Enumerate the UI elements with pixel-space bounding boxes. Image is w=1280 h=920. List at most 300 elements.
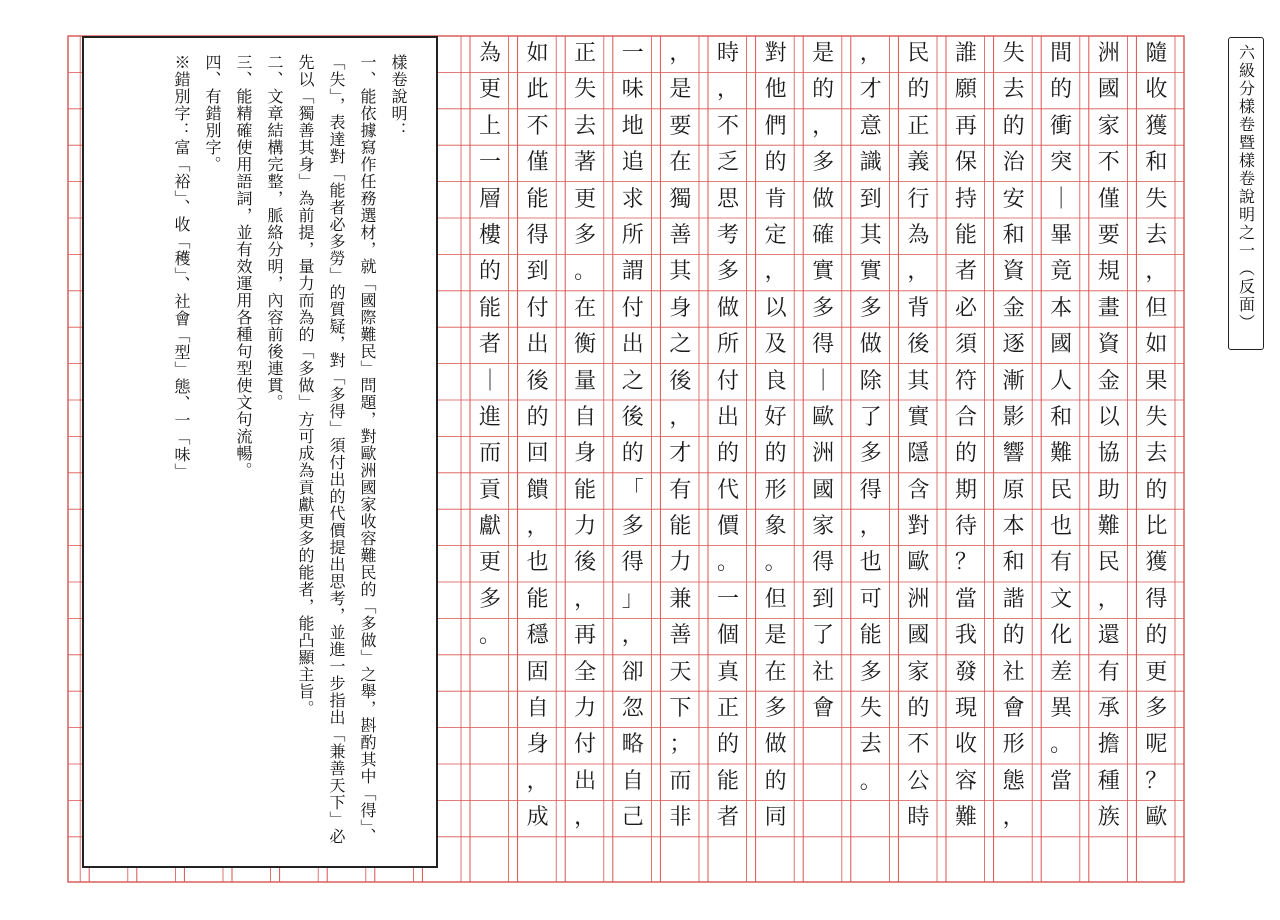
essay-char: 獻: [478, 514, 501, 540]
essay-char: 間: [1050, 41, 1073, 66]
essay-char: 得: [812, 332, 835, 358]
essay-char: 合: [954, 404, 977, 430]
essay-char: 歐: [907, 550, 930, 576]
essay-char: 但: [764, 586, 787, 612]
essay-char: 到: [526, 259, 549, 285]
essay-char: 如: [1145, 332, 1168, 358]
essay-char: 必: [954, 295, 977, 321]
essay-char: 獲: [1145, 113, 1168, 139]
essay-char: 多: [859, 659, 882, 685]
essay-char: 下: [669, 696, 692, 722]
essay-char: 能: [716, 768, 739, 794]
essay-char: 。: [478, 623, 501, 649]
essay-char: 多: [716, 259, 739, 285]
essay-char: 助: [1097, 477, 1120, 503]
essay-char: 漸: [1002, 368, 1025, 394]
essay-char: 更: [478, 77, 501, 103]
essay-char: 家: [812, 514, 835, 540]
essay-char: 去: [1145, 222, 1168, 248]
essay-char: 正: [574, 41, 597, 66]
essay-char: 國: [1097, 77, 1120, 103]
essay-char: 實: [812, 259, 835, 285]
essay-char: ，: [907, 259, 930, 285]
essay-char: 資: [1097, 332, 1120, 358]
essay-char: 可: [859, 586, 882, 612]
essay-char: ，: [1097, 586, 1120, 612]
essay-char: 再: [954, 113, 977, 139]
essay-char: 。: [716, 550, 739, 576]
essay-char: 一: [478, 150, 501, 176]
essay-char: 文: [1050, 586, 1073, 612]
essay-char: ，: [716, 77, 739, 103]
essay-char: 的: [764, 768, 787, 794]
essay-char: 成: [526, 805, 549, 831]
essay-char: 會: [812, 696, 835, 722]
essay-char: 的: [1002, 623, 1025, 649]
essay-char: 的: [716, 732, 739, 758]
essay-char: 其: [907, 368, 930, 394]
essay-char: 民: [907, 41, 930, 66]
essay-column: [805, 36, 841, 727]
essay-char: 諧: [1002, 586, 1025, 612]
essay-char: ，: [859, 514, 882, 540]
essay-char: 饋: [526, 477, 549, 503]
essay-char: 後: [621, 404, 644, 430]
essay-char: 其: [669, 259, 692, 285]
essay-char: 社: [1002, 659, 1025, 685]
essay-char: 衡: [574, 332, 597, 358]
essay-char: 後: [574, 550, 597, 576]
essay-char: 追: [621, 150, 644, 176]
essay-char: 當: [1050, 768, 1073, 794]
essay-char: 們: [764, 113, 787, 139]
essay-char: 做: [716, 295, 739, 321]
essay-char: 有: [1050, 550, 1073, 576]
essay-char: 貢: [478, 477, 501, 503]
essay-column: [758, 36, 794, 837]
essay-char: 的: [907, 77, 930, 103]
essay-column: [710, 36, 746, 837]
essay-char: 者: [716, 805, 739, 831]
essay-char: 去: [859, 732, 882, 758]
essay-char: 定: [764, 222, 787, 248]
typo-note: ※錯別字：富「裕」、收「穫」、社會「型」態、一「味」: [172, 54, 191, 480]
essay-char: 突: [1050, 150, 1073, 176]
essay-char: ？: [1145, 768, 1168, 794]
essay-char: 之: [669, 332, 692, 358]
essay-char: 才: [859, 77, 882, 103]
essay-char: 隨: [1145, 41, 1168, 66]
essay-char: 地: [621, 113, 644, 139]
essay-char: ，: [764, 259, 787, 285]
essay-char: 到: [859, 186, 882, 212]
essay-char: 及: [764, 332, 787, 358]
essay-char: 識: [859, 150, 882, 176]
essay-char: 形: [1002, 732, 1025, 758]
essay-char: 如: [526, 41, 549, 66]
essay-char: 全: [574, 659, 597, 685]
essay-char: 獲: [1145, 550, 1168, 576]
essay-char: 其: [859, 222, 882, 248]
essay-char: 多: [1145, 696, 1168, 722]
essay-char: 有: [669, 477, 692, 503]
essay-char: 去: [1002, 77, 1025, 103]
essay-char: 影: [1002, 404, 1025, 430]
essay-char: 須: [954, 332, 977, 358]
essay-char: 卻: [621, 659, 644, 685]
essay-char: ；: [669, 732, 692, 758]
essay-char: 求: [621, 186, 644, 212]
essay-char: 失: [1145, 186, 1168, 212]
essay-char: 此: [526, 77, 549, 103]
essay-char: 層: [478, 186, 501, 212]
essay-char: 難: [1050, 441, 1073, 467]
essay-char: 穩: [526, 623, 549, 649]
essay-char: 民: [1097, 550, 1120, 576]
essay-char: 再: [574, 623, 597, 649]
essay-char: 同: [764, 805, 787, 831]
essay-char: 是: [764, 623, 787, 649]
essay-char: 異: [1050, 696, 1073, 722]
essay-column: [662, 36, 698, 837]
essay-char: 善: [669, 623, 692, 649]
essay-char: 響: [1002, 441, 1025, 467]
essay-char: 所: [621, 222, 644, 248]
essay-char: 也: [1050, 514, 1073, 540]
essay-char: 也: [859, 550, 882, 576]
essay-char: 對: [907, 514, 930, 540]
essay-char: ？: [954, 550, 977, 576]
essay-char: 要: [669, 113, 692, 139]
essay-char: 多: [859, 295, 882, 321]
essay-char: ，: [812, 113, 835, 139]
essay-char: 能: [859, 623, 882, 649]
essay-char: 能: [574, 477, 597, 503]
essay-char: 力: [669, 550, 692, 576]
essay-char: 的: [954, 441, 977, 467]
essay-char: 規: [1097, 259, 1120, 285]
essay-char: 承: [1097, 696, 1120, 722]
essay-char: 行: [907, 186, 930, 212]
essay-char: 而: [478, 441, 501, 467]
essay-char: 容: [954, 768, 977, 794]
essay-column: [520, 36, 556, 837]
essay-char: 的: [478, 259, 501, 285]
essay-char: 收: [954, 732, 977, 758]
essay-char: 能: [954, 222, 977, 248]
essay-char: 但: [1145, 295, 1168, 321]
essay-char: 自: [526, 696, 549, 722]
essay-char: 以: [764, 295, 787, 321]
essay-char: 在: [764, 659, 787, 685]
essay-char: 會: [1002, 696, 1025, 722]
essay-char: 他: [764, 77, 787, 103]
essay-char: 忽: [621, 696, 644, 722]
essay-char: 。: [574, 259, 597, 285]
essay-char: 更: [1145, 659, 1168, 685]
essay-char: 衝: [1050, 113, 1073, 139]
essay-char: 天: [669, 659, 692, 685]
essay-char: 難: [1097, 514, 1120, 540]
essay-column: [1091, 36, 1127, 837]
essay-char: 了: [812, 623, 835, 649]
essay-char: ，: [669, 404, 692, 430]
essay-char: 得: [526, 222, 549, 248]
essay-char: 實: [907, 404, 930, 430]
essay-char: 失: [1002, 41, 1025, 66]
essay-char: 的: [1145, 477, 1168, 503]
essay-char: 多: [478, 586, 501, 612]
essay-char: 僅: [526, 150, 549, 176]
essay-char: 願: [954, 77, 977, 103]
essay-char: 去: [1145, 441, 1168, 467]
essay-char: 公: [907, 768, 930, 794]
essay-char: 發: [954, 659, 977, 685]
essay-char: 金: [1097, 368, 1120, 394]
essay-char: 謂: [621, 259, 644, 285]
essay-char: 多: [574, 222, 597, 248]
essay-char: 比: [1145, 514, 1168, 540]
essay-char: 呢: [1145, 732, 1168, 758]
essay-char: 之: [621, 368, 644, 394]
essay-char: 身: [526, 732, 549, 758]
essay-char: 著: [574, 150, 597, 176]
essay-char: 國: [812, 477, 835, 503]
essay-char: 待: [954, 514, 977, 540]
essay-char: 多: [812, 295, 835, 321]
essay-char: 家: [907, 659, 930, 685]
essay-char: 有: [1097, 659, 1120, 685]
essay-char: 家: [1097, 113, 1120, 139]
essay-char: 的: [716, 441, 739, 467]
essay-char: 。: [1050, 732, 1073, 758]
essay-char: 以: [1097, 404, 1120, 430]
essay-column: [900, 36, 936, 837]
essay-char: 後: [526, 368, 549, 394]
essay-char: 身: [669, 295, 692, 321]
essay-char: 是: [812, 41, 835, 66]
essay-char: 出: [526, 332, 549, 358]
essay-char: 的: [907, 696, 930, 722]
essay-column: [567, 36, 603, 837]
essay-char: 象: [764, 514, 787, 540]
essay-char: 歐: [812, 404, 835, 430]
essay-char: 身: [574, 441, 597, 467]
essay-char: 治: [1002, 150, 1025, 176]
essay-char: 出: [574, 768, 597, 794]
essay-char: 力: [574, 696, 597, 722]
essay-char: 良: [764, 368, 787, 394]
essay-char: 背: [907, 295, 930, 321]
essay-char: 的: [621, 441, 644, 467]
essay-char: 差: [1050, 659, 1073, 685]
essay-char: 做: [764, 732, 787, 758]
essay-column: [853, 36, 889, 800]
essay-char: 是: [669, 77, 692, 103]
essay-char: 為: [478, 41, 501, 66]
essay-char: 原: [1002, 477, 1025, 503]
essay-char: 人: [1050, 368, 1073, 394]
essay-char: 回: [526, 441, 549, 467]
essay-char: 為: [907, 222, 930, 248]
essay-char: 一: [621, 41, 644, 66]
essay-char: 正: [716, 696, 739, 722]
essay-column: [1138, 36, 1174, 837]
essay-char: 能: [669, 514, 692, 540]
essay-column: [948, 36, 984, 837]
essay-char: 時: [716, 41, 739, 66]
essay-char: ｜: [478, 368, 501, 394]
essay-char: 得: [812, 550, 835, 576]
essay-char: 誰: [954, 41, 977, 66]
essay-char: 多: [764, 696, 787, 722]
essay-char: 後: [907, 332, 930, 358]
essay-char: 非: [669, 805, 692, 831]
essay-char: 的: [526, 404, 549, 430]
essay-char: 獨: [669, 186, 692, 212]
essay-char: 當: [954, 586, 977, 612]
essay-char: ，: [669, 41, 692, 66]
essay-char: 化: [1050, 623, 1073, 649]
essay-char: 不: [907, 732, 930, 758]
essay-char: 考: [716, 222, 739, 248]
essay-char: 的: [1002, 113, 1025, 139]
essay-char: 才: [669, 441, 692, 467]
essay-column: [472, 36, 508, 655]
essay-char: ，: [1002, 805, 1025, 831]
essay-char: 的: [764, 441, 787, 467]
essay-char: 好: [764, 404, 787, 430]
essay-char: 付: [716, 368, 739, 394]
essay-char: 和: [1145, 150, 1168, 176]
essay-char: 實: [859, 259, 882, 285]
essay-char: 失: [574, 77, 597, 103]
essay-char: 民: [1050, 477, 1073, 503]
essay-char: 樓: [478, 222, 501, 248]
essay-char: 對: [764, 41, 787, 66]
essay-column: [1043, 36, 1079, 800]
essay-char: 更: [574, 186, 597, 212]
essay-char: ，: [574, 586, 597, 612]
essay-char: 期: [954, 477, 977, 503]
essay-char: 也: [526, 550, 549, 576]
essay-char: 多: [621, 514, 644, 540]
essay-char: 資: [1002, 259, 1025, 285]
essay-char: 兼: [669, 586, 692, 612]
essay-char: 乏: [716, 150, 739, 176]
essay-char: 逐: [1002, 332, 1025, 358]
essay-char: 出: [716, 404, 739, 430]
essay-char: 代: [716, 477, 739, 503]
essay-char: 付: [526, 295, 549, 321]
essay-char: 做: [812, 186, 835, 212]
essay-char: 能: [478, 295, 501, 321]
essay-char: 和: [1050, 404, 1073, 430]
essay-char: 要: [1097, 222, 1120, 248]
essay-char: 做: [859, 332, 882, 358]
essay-char: 價: [716, 514, 739, 540]
essay-char: 得: [1145, 586, 1168, 612]
essay-char: 金: [1002, 295, 1025, 321]
instruction-item-4: 四、有錯別字。: [203, 54, 222, 173]
essay-char: 多: [812, 150, 835, 176]
essay-char: 不: [716, 113, 739, 139]
essay-char: 真: [716, 659, 739, 685]
essay-char: 收: [1145, 77, 1168, 103]
essay-char: 者: [478, 332, 501, 358]
essay-column: [996, 36, 1032, 837]
essay-char: 保: [954, 150, 977, 176]
essay-char: 洲: [1097, 41, 1120, 66]
essay-char: 意: [859, 113, 882, 139]
instruction-item-2: 二、文章結構完整，脈絡分明，內容前後連貫。: [265, 54, 284, 411]
essay-char: 能: [526, 186, 549, 212]
essay-char: 多: [859, 441, 882, 467]
essay-column: [615, 36, 651, 837]
essay-char: 社: [812, 659, 835, 685]
essay-char: 失: [1145, 404, 1168, 430]
essay-char: ，: [574, 805, 597, 831]
essay-char: 固: [526, 659, 549, 685]
essay-char: 不: [526, 113, 549, 139]
essay-char: 義: [907, 150, 930, 176]
essay-char: 付: [574, 732, 597, 758]
essay-char: 自: [574, 404, 597, 430]
essay-char: 時: [907, 805, 930, 831]
essay-char: 進: [478, 404, 501, 430]
essay-char: 形: [764, 477, 787, 503]
essay-char: 歐: [1145, 805, 1168, 831]
essay-char: 失: [859, 696, 882, 722]
essay-char: 符: [954, 368, 977, 394]
essay-char: 畢: [1050, 222, 1073, 248]
essay-char: 量: [574, 368, 597, 394]
essay-char: 還: [1097, 623, 1120, 649]
essay-char: 。: [859, 768, 882, 794]
essay-char: 正: [907, 113, 930, 139]
essay-char: 族: [1097, 805, 1120, 831]
essay-char: 本: [1002, 514, 1025, 540]
page-title: 六級分樣卷暨樣卷說明之一（反面）: [1236, 44, 1256, 332]
instructions-heading: 樣卷說明：: [389, 54, 408, 139]
essay-char: 現: [954, 696, 977, 722]
essay-char: 竟: [1050, 259, 1073, 285]
essay-char: 。: [764, 550, 787, 576]
essay-char: ｜: [1050, 186, 1073, 212]
essay-char: 含: [907, 477, 930, 503]
essay-char: 」: [621, 586, 644, 612]
essay-char: 去: [574, 113, 597, 139]
essay-char: ，: [621, 623, 644, 649]
essay-char: ，: [859, 41, 882, 66]
essay-char: ，: [526, 514, 549, 540]
essay-char: 和: [1002, 222, 1025, 248]
essay-char: 後: [669, 368, 692, 394]
essay-char: 國: [907, 623, 930, 649]
essay-char: 擔: [1097, 732, 1120, 758]
instructions-box: [82, 36, 438, 868]
essay-char: 味: [621, 77, 644, 103]
essay-char: 得: [621, 550, 644, 576]
essay-char: 在: [669, 150, 692, 176]
essay-char: 更: [478, 550, 501, 576]
essay-char: 而: [669, 768, 692, 794]
essay-char: 除: [859, 368, 882, 394]
essay-char: 僅: [1097, 186, 1120, 212]
essay-char: 洲: [907, 586, 930, 612]
essay-char: 在: [574, 295, 597, 321]
essay-char: 自: [621, 768, 644, 794]
